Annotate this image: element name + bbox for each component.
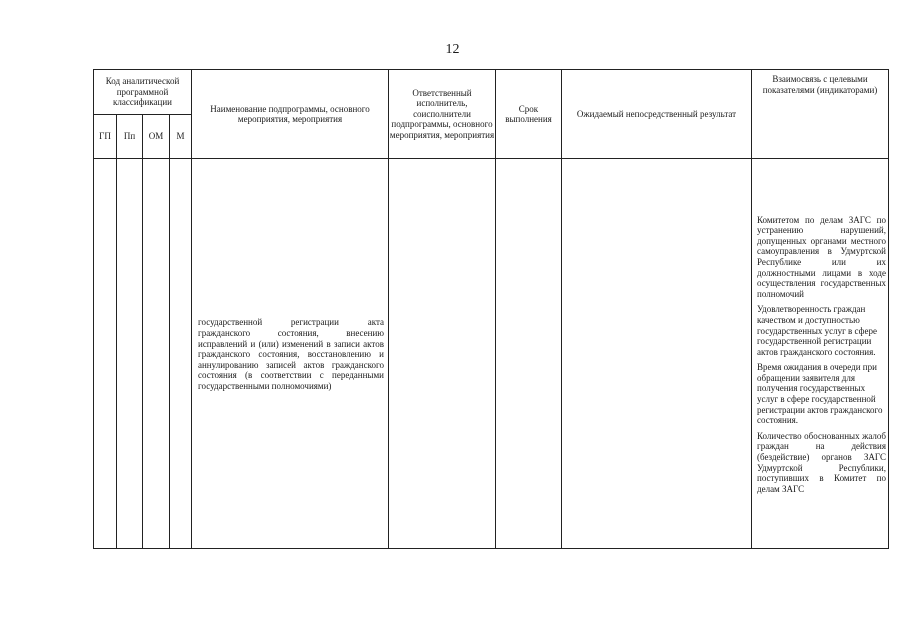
indicator-list <box>752 213 888 495</box>
cell-name <box>192 159 389 549</box>
header-om: ОМ <box>143 115 170 159</box>
cell-om <box>143 159 170 549</box>
indicator-item: Удовлетворенность граждан качеством и доступностью государственных услуг в сфере государственной регистрации актов гражданского состояния. <box>757 304 877 357</box>
table-row <box>94 159 889 549</box>
header-code-group: Код аналитической программной классификации <box>94 70 192 115</box>
header-executor: Ответственный исполнитель, соисполнители подпрограммы, основного мероприятия, мероприятия <box>389 70 496 159</box>
header-gp: ГП <box>94 115 117 159</box>
cell-term <box>496 159 562 549</box>
header-name: Наименование подпрограммы, основного мероприятия, мероприятия <box>192 70 389 159</box>
cell-executor <box>389 159 496 549</box>
cell-pp <box>117 159 143 549</box>
cell-indicators <box>752 159 889 549</box>
page-number: 12 <box>445 42 460 57</box>
header-indicators: Взаимосвязь с целевыми показателями (индикаторами) <box>752 70 889 159</box>
cell-m <box>170 159 192 549</box>
cell-gp <box>94 159 117 549</box>
header-pp: Пп <box>117 115 143 159</box>
row-name-text: государственной регистрации акта гражданского состояния, внесению исправлений и (или) изменений в записи актов гражданского состояния, восстановлению и аннулированию записей актов гражданского состояния (в соответствии с переданными государственными полномочиями) <box>198 317 384 391</box>
header-m: М <box>170 115 192 159</box>
cell-result <box>562 159 752 549</box>
indicator-item: Комитетом по делам ЗАГС по устранению нарушений, допущенных органами местного самоуправления в Удмуртской Республике или их должностными лицами в ходе осуществления государственных полномочий <box>757 214 886 299</box>
header-result: Ожидаемый непосредственный результат <box>562 70 752 159</box>
program-table <box>93 69 889 549</box>
header-term: Срок выполнения <box>496 70 562 159</box>
indicator-item: Количество обоснованных жалоб граждан на действия (бездействие) органов ЗАГС Удмуртской Республики, поступивших в Комитет по делам ЗАГС <box>757 430 886 494</box>
indicator-item: Время ожидания в очереди при обращении заявителя для получения государственных услуг в сфере государственной регистрации актов гражданского состояния. <box>757 362 883 426</box>
